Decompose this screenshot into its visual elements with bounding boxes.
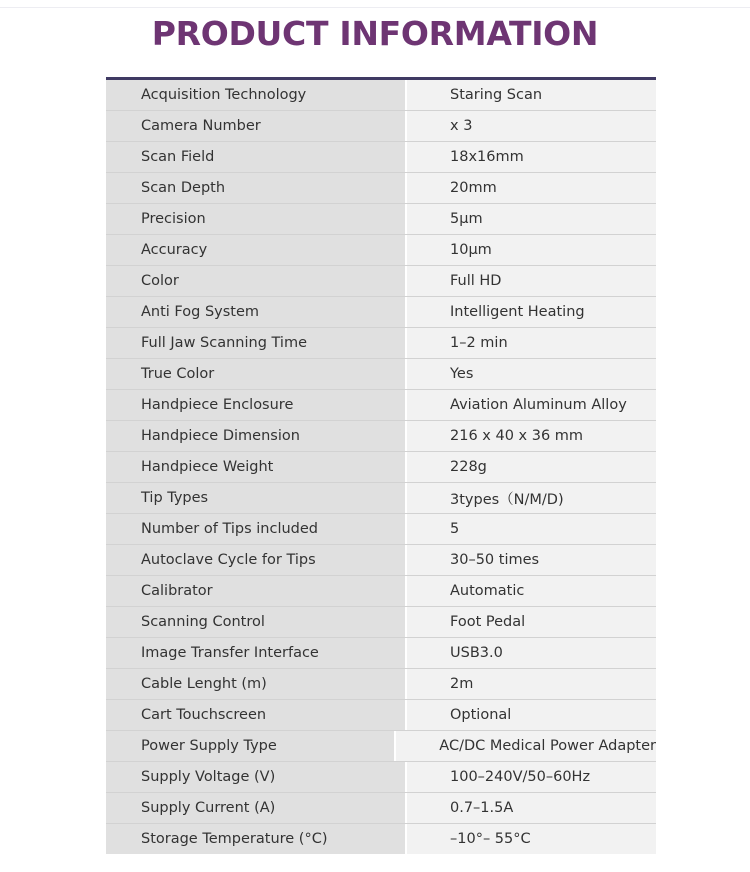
spec-row — [106, 824, 656, 854]
spec-label: Precision — [106, 204, 407, 234]
spec-label: Handpiece Dimension — [106, 421, 407, 451]
spec-row — [106, 390, 656, 421]
spec-value: 228g — [407, 452, 656, 482]
spec-row — [106, 266, 656, 297]
spec-label: Cable Lenght (m) — [106, 669, 407, 699]
spec-row — [106, 452, 656, 483]
spec-label: Supply Current (A) — [106, 793, 407, 823]
spec-value: 100–240V/50–60Hz — [407, 762, 656, 792]
spec-value: 216 x 40 x 36 mm — [407, 421, 656, 451]
spec-label: Storage Temperature (°C) — [106, 824, 407, 854]
spec-label: Camera Number — [106, 111, 407, 141]
spec-value: 5μm — [407, 204, 656, 234]
spec-label: Anti Fog System — [106, 297, 407, 327]
spec-row — [106, 328, 656, 359]
spec-value: Aviation Aluminum Alloy — [407, 390, 656, 420]
spec-row — [106, 142, 656, 173]
spec-label: True Color — [106, 359, 407, 389]
spec-value: Yes — [407, 359, 656, 389]
spec-value: Optional — [407, 700, 656, 730]
spec-value: 5 — [407, 514, 656, 544]
spec-value: –10°– 55°C — [407, 824, 656, 854]
spec-label: Handpiece Enclosure — [106, 390, 407, 420]
top-divider — [0, 7, 750, 8]
spec-value: 0.7–1.5A — [407, 793, 656, 823]
spec-row — [106, 514, 656, 545]
spec-row — [106, 235, 656, 266]
spec-label: Color — [106, 266, 407, 296]
spec-row — [106, 793, 656, 824]
spec-row — [106, 638, 656, 669]
spec-row — [106, 545, 656, 576]
spec-label: Supply Voltage (V) — [106, 762, 407, 792]
spec-label: Tip Types — [106, 483, 407, 513]
spec-row — [106, 421, 656, 452]
spec-row — [106, 359, 656, 390]
spec-row — [106, 576, 656, 607]
spec-value: Automatic — [407, 576, 656, 606]
spec-label: Power Supply Type — [106, 731, 396, 761]
spec-value: AC/DC Medical Power Adapter — [396, 731, 656, 761]
spec-value: USB3.0 — [407, 638, 656, 668]
spec-row — [106, 762, 656, 793]
spec-label: Cart Touchscreen — [106, 700, 407, 730]
spec-label: Accuracy — [106, 235, 407, 265]
spec-label: Calibrator — [106, 576, 407, 606]
spec-label: Handpiece Weight — [106, 452, 407, 482]
spec-label: Scan Field — [106, 142, 407, 172]
spec-label: Number of Tips included — [106, 514, 407, 544]
spec-value: 10μm — [407, 235, 656, 265]
spec-value: 30–50 times — [407, 545, 656, 575]
spec-label: Full Jaw Scanning Time — [106, 328, 407, 358]
spec-label: Autoclave Cycle for Tips — [106, 545, 407, 575]
spec-label: Acquisition Technology — [106, 80, 407, 110]
spec-value: 3types（N/M/D) — [407, 483, 656, 513]
page-title: PRODUCT INFORMATION — [151, 14, 599, 53]
spec-row — [106, 669, 656, 700]
spec-value: Full HD — [407, 266, 656, 296]
spec-value: Foot Pedal — [407, 607, 656, 637]
spec-value: 20mm — [407, 173, 656, 203]
spec-value: Intelligent Heating — [407, 297, 656, 327]
spec-value: 2m — [407, 669, 656, 699]
spec-value: 1–2 min — [407, 328, 656, 358]
spec-row — [106, 731, 656, 762]
spec-row — [106, 80, 656, 111]
spec-row — [106, 204, 656, 235]
spec-label: Scan Depth — [106, 173, 407, 203]
spec-value: Staring Scan — [407, 80, 656, 110]
spec-row — [106, 173, 656, 204]
spec-row — [106, 607, 656, 638]
spec-row — [106, 483, 656, 514]
spec-table — [106, 77, 656, 854]
spec-value: x 3 — [407, 111, 656, 141]
spec-label: Scanning Control — [106, 607, 407, 637]
spec-label: Image Transfer Interface — [106, 638, 407, 668]
spec-value: 18x16mm — [407, 142, 656, 172]
spec-row — [106, 700, 656, 731]
spec-row — [106, 111, 656, 142]
spec-row — [106, 297, 656, 328]
